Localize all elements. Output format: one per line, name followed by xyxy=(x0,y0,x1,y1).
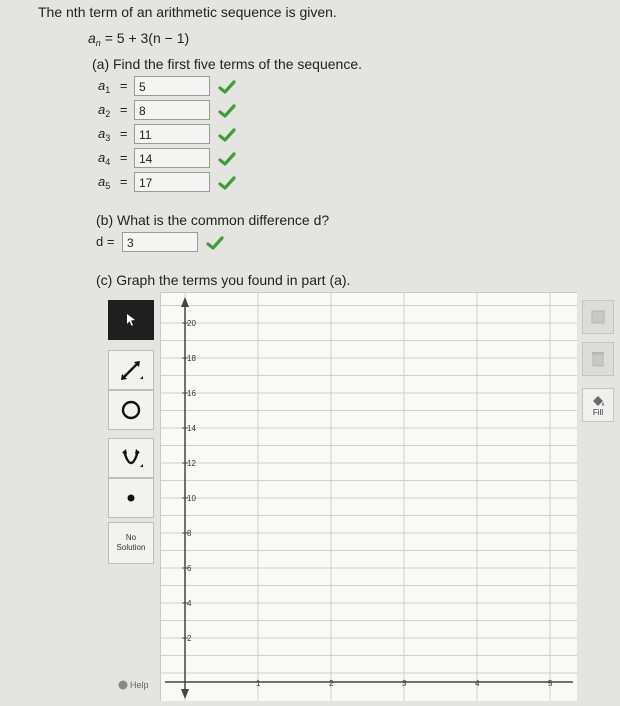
fill-button[interactable]: Fill xyxy=(582,388,614,422)
term-answer-field[interactable]: 14 xyxy=(134,148,210,168)
y-tick-label: 8 xyxy=(187,529,192,538)
y-tick-label: 16 xyxy=(187,389,196,398)
part-a-prompt: (a) Find the first five terms of the sequence. xyxy=(92,56,363,72)
term-label: $a_2$ = xyxy=(98,102,128,119)
parabola-icon xyxy=(118,445,144,471)
term-answer-field[interactable]: 8 xyxy=(134,100,210,120)
y-tick-label: 10 xyxy=(187,494,196,503)
point-tool-button[interactable] xyxy=(108,478,154,518)
d-answer-field[interactable]: 3 xyxy=(122,232,198,252)
term-label: $a_5$ = xyxy=(98,174,128,191)
x-tick-label: 3 xyxy=(402,679,407,688)
check-icon xyxy=(206,236,224,250)
line-tool-button[interactable] xyxy=(108,350,154,390)
term-answer-field[interactable]: 17 xyxy=(134,172,210,192)
no-solution-button[interactable]: No Solution xyxy=(108,522,154,564)
y-axis-arrow xyxy=(181,297,189,307)
y-tick-label: 12 xyxy=(187,459,196,468)
y-axis-arrow xyxy=(181,689,189,699)
problem-intro: The nth term of an arithmetic sequence is given. xyxy=(38,4,337,20)
x-tick-label: 4 xyxy=(475,679,480,688)
y-tick-label: 2 xyxy=(187,634,192,643)
y-tick-label: 18 xyxy=(187,354,196,363)
clear-button[interactable] xyxy=(582,300,614,334)
trash-icon xyxy=(589,350,607,368)
y-tick-label: 6 xyxy=(187,564,192,573)
delete-button[interactable] xyxy=(582,342,614,376)
circle-tool-button[interactable] xyxy=(108,390,154,430)
pointer-tool-button[interactable] xyxy=(108,300,154,340)
point-icon xyxy=(125,492,137,504)
help-icon xyxy=(118,680,128,690)
check-icon xyxy=(218,128,236,142)
part-b-prompt: (b) What is the common difference d? xyxy=(96,212,330,228)
x-tick-label: 5 xyxy=(548,679,553,688)
clear-icon xyxy=(589,308,607,326)
coordinate-grid[interactable] xyxy=(161,293,577,701)
parabola-tool-button[interactable] xyxy=(108,438,154,478)
term-label: $a_1$ = xyxy=(98,78,128,95)
y-tick-label: 4 xyxy=(187,599,192,608)
segment-icon xyxy=(118,357,144,383)
formula: $a_n = 5 + 3(n - 1)$ xyxy=(88,30,190,48)
help-link[interactable]: Help xyxy=(118,680,149,690)
check-icon xyxy=(218,152,236,166)
circle-icon xyxy=(119,398,143,422)
term-label: $a_3$ = xyxy=(98,126,128,143)
term-answer-field[interactable]: 5 xyxy=(134,76,210,96)
pointer-icon xyxy=(123,312,139,328)
x-tick-label: 1 xyxy=(256,679,261,688)
paint-bucket-icon xyxy=(590,394,606,408)
check-icon xyxy=(218,176,236,190)
term-label: $a_4$ = xyxy=(98,150,128,167)
d-label: d = xyxy=(96,234,115,249)
y-tick-label: 14 xyxy=(187,424,196,433)
x-tick-label: 2 xyxy=(329,679,334,688)
graph-area[interactable] xyxy=(160,292,577,701)
check-icon xyxy=(218,80,236,94)
part-c-prompt: (c) Graph the terms you found in part (a). xyxy=(96,272,351,288)
y-tick-label: 20 xyxy=(187,319,196,328)
check-icon xyxy=(218,104,236,118)
term-answer-field[interactable]: 11 xyxy=(134,124,210,144)
